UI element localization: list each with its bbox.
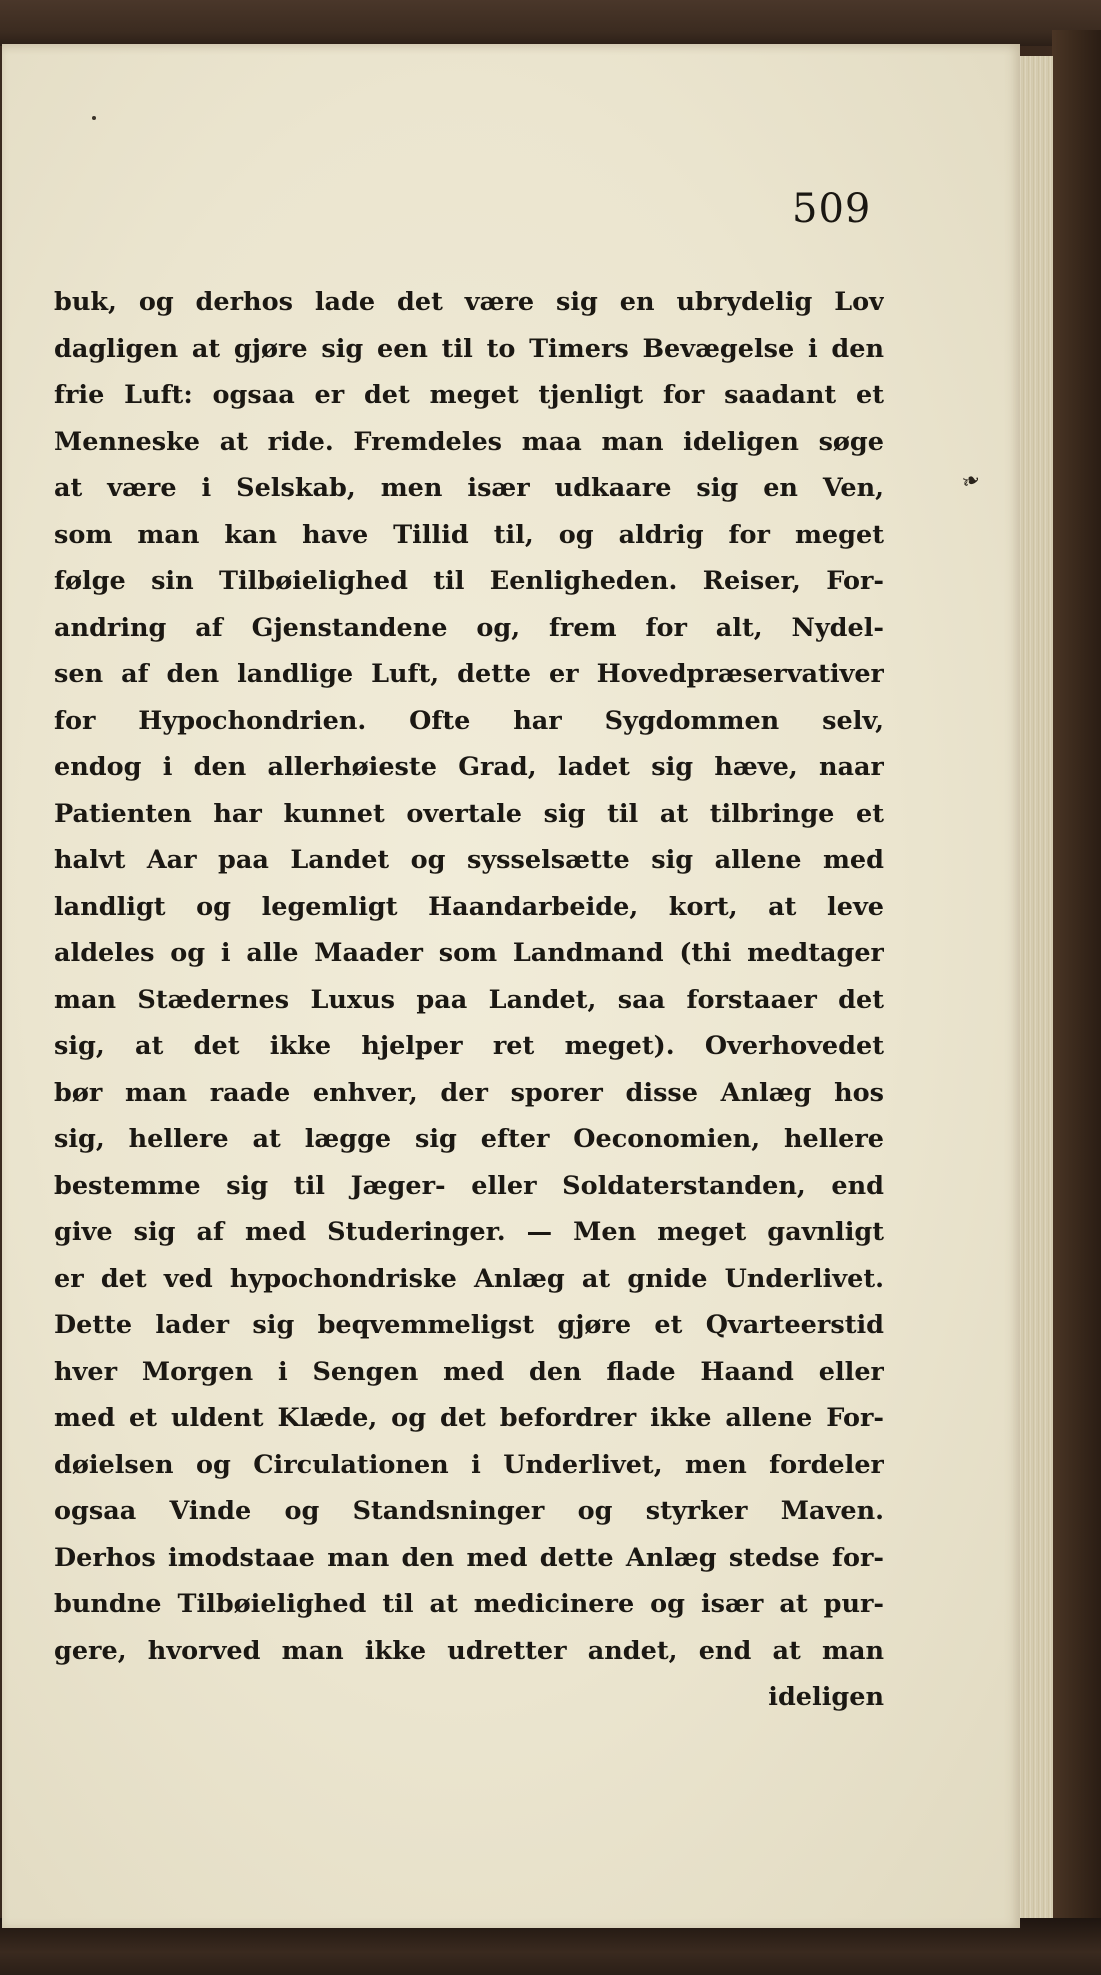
text-line: aldeles og i alle Maader som Landmand (thi medtager <box>54 938 884 968</box>
book-cover-right <box>1052 30 1101 1930</box>
text-line: bør man raade enhver, der sporer disse Anlæg hos <box>54 1077 884 1108</box>
text-line: som man kan have Tillid til, og aldrig for meget <box>54 519 884 550</box>
catchword: ideligen <box>768 1682 884 1712</box>
text-line: er det ved hypochondriske Anlæg at gnide Underlivet. <box>54 1263 884 1294</box>
text-line: frie Luft: ogsaa er det meget tjenligt for saadant et <box>54 380 884 410</box>
text-line: give sig af med Studeringer. — Men meget gavnligt <box>54 1217 884 1247</box>
text-line: dagligen at gjøre sig een til to Timers Bevægelse i den <box>54 333 884 364</box>
page-edges <box>1016 56 1053 1918</box>
text-line: man Stædernes Luxus paa Landet, saa forstaaer det <box>54 984 884 1015</box>
text-line: Menneske at ride. Fremdeles maa man ideligen søge <box>54 426 884 457</box>
text-line: Derhos imodstaae man den med dette Anlæg stedse for- <box>54 1542 884 1573</box>
text-line: endog i den allerhøieste Grad, ladet sig hæve, naar <box>54 752 884 782</box>
text-line: døielsen og Circulationen i Underlivet, men fordeler <box>54 1449 884 1480</box>
text-line: sen af den landlige Luft, dette er Hovedpræservativer <box>54 659 884 689</box>
text-line: Patienten har kunnet overtale sig til at tilbringe et <box>54 798 884 829</box>
ink-speck <box>92 116 96 120</box>
text-line: Dette lader sig beqvemmeligst gjøre et Qvarteerstid <box>54 1310 884 1340</box>
text-line: buk, og derhos lade det være sig en ubrydelig Lov <box>54 287 884 317</box>
text-line: sig, at det ikke hjelper ret meget). Overhovedet <box>54 1031 884 1061</box>
text-line: for Hypochondrien. Ofte har Sygdommen selv, <box>54 705 884 736</box>
text-line: ogsaa Vinde og Standsninger og styrker Maven. <box>54 1496 884 1526</box>
page-number: 509 <box>792 186 872 232</box>
text-line: andring af Gjenstandene og, frem for alt, Nydel- <box>54 612 884 643</box>
text-line: hver Morgen i Sengen med den flade Haand eller <box>54 1356 884 1387</box>
text-line: halvt Aar paa Landet og sysselsætte sig allene med <box>54 845 884 875</box>
text-line: at være i Selskab, men især udkaare sig en Ven, <box>54 473 884 503</box>
text-line: landligt og legemligt Haandarbeide, kort, at leve <box>54 891 884 922</box>
book-cover-top <box>0 0 1101 46</box>
body-text <box>54 279 884 1721</box>
text-line: bestemme sig til Jæger- eller Soldaterstanden, end <box>54 1170 884 1201</box>
text-line: sig, hellere at lægge sig efter Oeconomien, hellere <box>54 1124 884 1154</box>
text-line: gere, hvorved man ikke udretter andet, end at man <box>54 1635 884 1666</box>
text-line: bundne Tilbøielighed til at medicinere og især at pur- <box>54 1589 884 1619</box>
text-line: med et uldent Klæde, og det befordrer ikke allene For- <box>54 1403 884 1433</box>
book-page <box>2 44 1020 1928</box>
text-line: følge sin Tilbøielighed til Eenligheden. Reiser, For- <box>54 566 884 596</box>
margin-mark: ❧ <box>958 466 985 497</box>
